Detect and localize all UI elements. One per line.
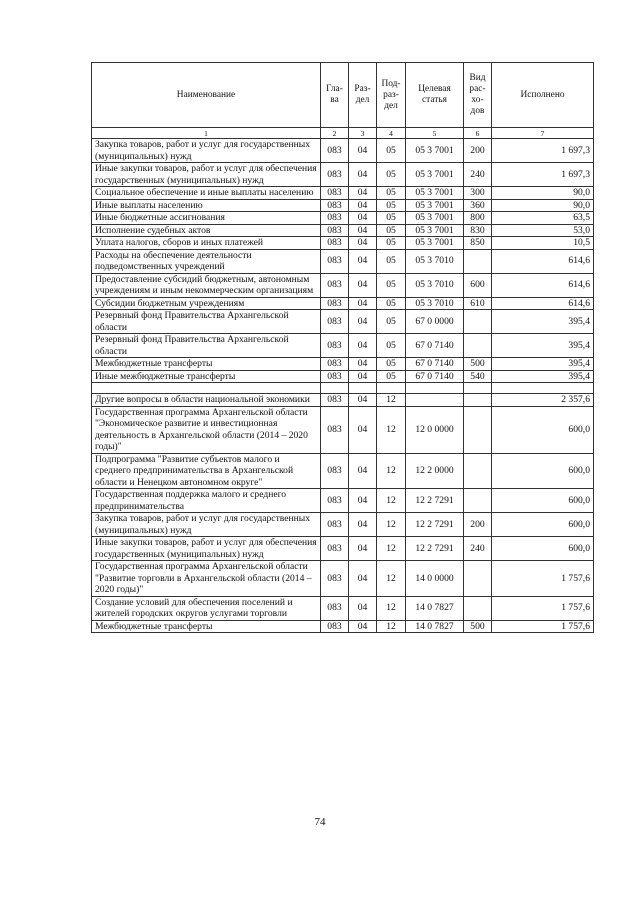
row-chapter-cell: 083: [321, 596, 349, 620]
row-target-cell: 12 0 0000: [406, 406, 464, 453]
row-executed-cell: 600,0: [492, 513, 594, 537]
row-chapter-cell: 083: [321, 358, 349, 371]
row-section-cell: [349, 383, 377, 394]
row-chapter-cell: 083: [321, 249, 349, 273]
table-row: [92, 394, 594, 407]
row-subsection-cell: 12: [377, 489, 406, 513]
row-subsection-cell: 12: [377, 596, 406, 620]
table-row: [92, 212, 594, 225]
row-chapter-cell: 083: [321, 310, 349, 334]
row-executed-cell: 1 697,3: [492, 139, 594, 163]
row-subsection-cell: 05: [377, 163, 406, 187]
table-row: [92, 370, 594, 383]
row-subsection-cell: 12: [377, 453, 406, 489]
row-name-cell: [92, 383, 321, 394]
row-subsection-cell: 12: [377, 620, 406, 633]
column-number: 5: [406, 128, 464, 139]
row-name-cell: Другие вопросы в области национальной экономики: [92, 394, 321, 407]
row-expense-type-cell: 830: [464, 224, 492, 237]
row-section-cell: 04: [349, 237, 377, 250]
row-chapter-cell: 083: [321, 273, 349, 297]
table-row: [92, 187, 594, 200]
row-expense-type-cell: [464, 561, 492, 597]
row-chapter-cell: 083: [321, 297, 349, 310]
row-executed-cell: 600,0: [492, 537, 594, 561]
row-executed-cell: 395,4: [492, 370, 594, 383]
row-chapter-cell: 083: [321, 489, 349, 513]
header-name: Наименование: [92, 63, 321, 128]
column-number: 1: [92, 128, 321, 139]
row-name-cell: Межбюджетные трансферты: [92, 620, 321, 633]
row-section-cell: 04: [349, 561, 377, 597]
row-section-cell: 04: [349, 334, 377, 358]
row-subsection-cell: 05: [377, 187, 406, 200]
row-executed-cell: 90,0: [492, 199, 594, 212]
row-name-cell: Субсидии бюджетным учреждениям: [92, 297, 321, 310]
row-subsection-cell: 12: [377, 561, 406, 597]
row-name-cell: Социальное обеспечение и иные выплаты населению: [92, 187, 321, 200]
row-subsection-cell: 05: [377, 139, 406, 163]
table-row: [92, 334, 594, 358]
row-name-cell: Иные закупки товаров, работ и услуг для обеспечения государственных (муниципальных) нужд: [92, 163, 321, 187]
header-row: [92, 63, 594, 128]
row-section-cell: 04: [349, 394, 377, 407]
row-executed-cell: 600,0: [492, 453, 594, 489]
row-section-cell: 04: [349, 249, 377, 273]
row-name-cell: Межбюджетные трансферты: [92, 358, 321, 371]
row-target-cell: 05 3 7001: [406, 139, 464, 163]
row-executed-cell: 600,0: [492, 406, 594, 453]
row-subsection-cell: 05: [377, 237, 406, 250]
column-number: 3: [349, 128, 377, 139]
row-section-cell: 04: [349, 513, 377, 537]
row-executed-cell: 1 757,6: [492, 596, 594, 620]
header-target: Целевая статья: [406, 63, 464, 128]
row-expense-type-cell: 540: [464, 370, 492, 383]
row-chapter-cell: 083: [321, 334, 349, 358]
row-target-cell: 05 3 7001: [406, 237, 464, 250]
row-chapter-cell: 083: [321, 406, 349, 453]
row-executed-cell: 395,4: [492, 358, 594, 371]
row-chapter-cell: 083: [321, 139, 349, 163]
row-executed-cell: 10,5: [492, 237, 594, 250]
row-name-cell: Иные межбюджетные трансферты: [92, 370, 321, 383]
row-chapter-cell: 083: [321, 513, 349, 537]
row-expense-type-cell: 610: [464, 297, 492, 310]
row-target-cell: 67 0 0000: [406, 310, 464, 334]
table-row: [92, 163, 594, 187]
table-body: [92, 139, 594, 633]
row-name-cell: Исполнение судебных актов: [92, 224, 321, 237]
row-subsection-cell: 05: [377, 358, 406, 371]
budget-table: [91, 62, 594, 633]
row-expense-type-cell: 300: [464, 187, 492, 200]
row-target-cell: 14 0 7827: [406, 596, 464, 620]
row-target-cell: 12 2 7291: [406, 537, 464, 561]
table-row: [92, 537, 594, 561]
row-name-cell: Государственная программа Архангельской области "Экономическое развитие и инвестиционная деятельность в Архангельской области (2014 – 2020 годы)": [92, 406, 321, 453]
row-executed-cell: 1 757,6: [492, 620, 594, 633]
row-target-cell: 05 3 7010: [406, 249, 464, 273]
row-expense-type-cell: 850: [464, 237, 492, 250]
row-executed-cell: 395,4: [492, 310, 594, 334]
row-executed-cell: 614,6: [492, 249, 594, 273]
row-section-cell: 04: [349, 537, 377, 561]
row-name-cell: Государственная программа Архангельской области "Развитие торговли в Архангельской области (2014 – 2020 годы)": [92, 561, 321, 597]
row-name-cell: Расходы на обеспечение деятельности подведомственных учреждений: [92, 249, 321, 273]
row-target-cell: 12 2 0000: [406, 453, 464, 489]
row-executed-cell: 90,0: [492, 187, 594, 200]
row-subsection-cell: 05: [377, 334, 406, 358]
row-section-cell: 04: [349, 273, 377, 297]
row-expense-type-cell: [464, 334, 492, 358]
table-row: [92, 561, 594, 597]
row-section-cell: 04: [349, 596, 377, 620]
row-target-cell: 05 3 7010: [406, 297, 464, 310]
row-subsection-cell: [377, 383, 406, 394]
row-subsection-cell: 12: [377, 406, 406, 453]
row-executed-cell: 1 697,3: [492, 163, 594, 187]
table-row: [92, 596, 594, 620]
row-name-cell: Иные бюджетные ассигнования: [92, 212, 321, 225]
row-section-cell: 04: [349, 310, 377, 334]
row-target-cell: 12 2 7291: [406, 513, 464, 537]
row-chapter-cell: 083: [321, 537, 349, 561]
table-row: [92, 249, 594, 273]
row-section-cell: 04: [349, 199, 377, 212]
table-row: [92, 139, 594, 163]
row-chapter-cell: 083: [321, 212, 349, 225]
row-target-cell: 05 3 7010: [406, 273, 464, 297]
row-target-cell: 67 0 7140: [406, 370, 464, 383]
table-row: [92, 273, 594, 297]
table-row: [92, 383, 594, 394]
header-executed: Исполнено: [492, 63, 594, 128]
row-executed-cell: 395,4: [492, 334, 594, 358]
row-expense-type-cell: 800: [464, 212, 492, 225]
row-section-cell: 04: [349, 370, 377, 383]
column-number: 6: [464, 128, 492, 139]
table-row: [92, 310, 594, 334]
header-subsection: Под-раз-дел: [377, 63, 406, 128]
row-section-cell: 04: [349, 358, 377, 371]
row-subsection-cell: 05: [377, 297, 406, 310]
row-name-cell: Государственная поддержка малого и среднего предпринимательства: [92, 489, 321, 513]
table-row: [92, 199, 594, 212]
table-row: [92, 406, 594, 453]
header-section: Раз-дел: [349, 63, 377, 128]
row-subsection-cell: 05: [377, 310, 406, 334]
table-row: [92, 620, 594, 633]
row-subsection-cell: 05: [377, 273, 406, 297]
row-expense-type-cell: 200: [464, 139, 492, 163]
row-expense-type-cell: 500: [464, 358, 492, 371]
row-section-cell: 04: [349, 224, 377, 237]
row-target-cell: [406, 394, 464, 407]
row-chapter-cell: 083: [321, 199, 349, 212]
header-chapter: Гла-ва: [321, 63, 349, 128]
table-row: [92, 358, 594, 371]
row-executed-cell: 53,0: [492, 224, 594, 237]
column-number: 7: [492, 128, 594, 139]
row-chapter-cell: 083: [321, 370, 349, 383]
row-name-cell: Иные закупки товаров, работ и услуг для обеспечения государственных (муниципальных) нужд: [92, 537, 321, 561]
column-number: 4: [377, 128, 406, 139]
row-target-cell: 05 3 7001: [406, 212, 464, 225]
row-executed-cell: 614,6: [492, 273, 594, 297]
column-number-row: [92, 128, 594, 139]
row-name-cell: Резервный фонд Правительства Архангельской области: [92, 334, 321, 358]
row-target-cell: [406, 383, 464, 394]
row-target-cell: 05 3 7001: [406, 163, 464, 187]
row-expense-type-cell: [464, 394, 492, 407]
row-section-cell: 04: [349, 406, 377, 453]
row-name-cell: Предоставление субсидий бюджетным, автономным учреждениям и иным некоммерческим организациям: [92, 273, 321, 297]
row-subsection-cell: 05: [377, 370, 406, 383]
row-chapter-cell: 083: [321, 224, 349, 237]
row-executed-cell: [492, 383, 594, 394]
row-expense-type-cell: 360: [464, 199, 492, 212]
row-subsection-cell: 05: [377, 224, 406, 237]
row-name-cell: Закупка товаров, работ и услуг для государственных (муниципальных) нужд: [92, 139, 321, 163]
row-chapter-cell: 083: [321, 561, 349, 597]
table-row: [92, 297, 594, 310]
table-row: [92, 237, 594, 250]
row-subsection-cell: 05: [377, 212, 406, 225]
row-executed-cell: 600,0: [492, 489, 594, 513]
row-expense-type-cell: 500: [464, 620, 492, 633]
row-section-cell: 04: [349, 212, 377, 225]
row-name-cell: Закупка товаров, работ и услуг для государственных (муниципальных) нужд: [92, 513, 321, 537]
row-expense-type-cell: 200: [464, 513, 492, 537]
table-row: [92, 453, 594, 489]
row-section-cell: 04: [349, 297, 377, 310]
row-expense-type-cell: 240: [464, 537, 492, 561]
row-chapter-cell: 083: [321, 620, 349, 633]
row-target-cell: 05 3 7001: [406, 187, 464, 200]
row-chapter-cell: 083: [321, 163, 349, 187]
row-expense-type-cell: [464, 249, 492, 273]
row-target-cell: 12 2 7291: [406, 489, 464, 513]
row-section-cell: 04: [349, 453, 377, 489]
header-expense-type: Вид рас-хо-дов: [464, 63, 492, 128]
row-subsection-cell: 12: [377, 394, 406, 407]
row-name-cell: Создание условий для обеспечения поселений и жителей городских округов услугами торговли: [92, 596, 321, 620]
row-expense-type-cell: 240: [464, 163, 492, 187]
row-name-cell: Резервный фонд Правительства Архангельской области: [92, 310, 321, 334]
row-target-cell: 05 3 7001: [406, 199, 464, 212]
row-subsection-cell: 05: [377, 249, 406, 273]
row-section-cell: 04: [349, 163, 377, 187]
row-subsection-cell: 12: [377, 513, 406, 537]
row-target-cell: 05 3 7001: [406, 224, 464, 237]
row-target-cell: 14 0 0000: [406, 561, 464, 597]
row-section-cell: 04: [349, 620, 377, 633]
row-chapter-cell: 083: [321, 187, 349, 200]
row-expense-type-cell: [464, 489, 492, 513]
row-expense-type-cell: [464, 596, 492, 620]
row-executed-cell: 2 357,6: [492, 394, 594, 407]
row-section-cell: 04: [349, 187, 377, 200]
row-executed-cell: 63,5: [492, 212, 594, 225]
row-name-cell: Иные выплаты населению: [92, 199, 321, 212]
row-chapter-cell: 083: [321, 394, 349, 407]
row-target-cell: 67 0 7140: [406, 358, 464, 371]
row-expense-type-cell: [464, 453, 492, 489]
budget-table-container: [91, 62, 593, 633]
row-subsection-cell: 12: [377, 537, 406, 561]
row-expense-type-cell: [464, 406, 492, 453]
row-name-cell: Уплата налогов, сборов и иных платежей: [92, 237, 321, 250]
column-number: 2: [321, 128, 349, 139]
row-section-cell: 04: [349, 139, 377, 163]
row-target-cell: 14 0 7827: [406, 620, 464, 633]
row-executed-cell: 1 757,6: [492, 561, 594, 597]
row-name-cell: Подпрограмма "Развитие субъектов малого и среднего предпринимательства в Архангельской области и Ненецком автономном округе": [92, 453, 321, 489]
row-chapter-cell: 083: [321, 237, 349, 250]
row-section-cell: 04: [349, 489, 377, 513]
row-chapter-cell: 083: [321, 453, 349, 489]
row-executed-cell: 614,6: [492, 297, 594, 310]
table-row: [92, 224, 594, 237]
row-subsection-cell: 05: [377, 199, 406, 212]
row-target-cell: 67 0 7140: [406, 334, 464, 358]
table-row: [92, 489, 594, 513]
row-expense-type-cell: [464, 383, 492, 394]
row-chapter-cell: [321, 383, 349, 394]
row-expense-type-cell: 600: [464, 273, 492, 297]
table-row: [92, 513, 594, 537]
row-expense-type-cell: [464, 310, 492, 334]
page-number: 74: [314, 816, 326, 828]
